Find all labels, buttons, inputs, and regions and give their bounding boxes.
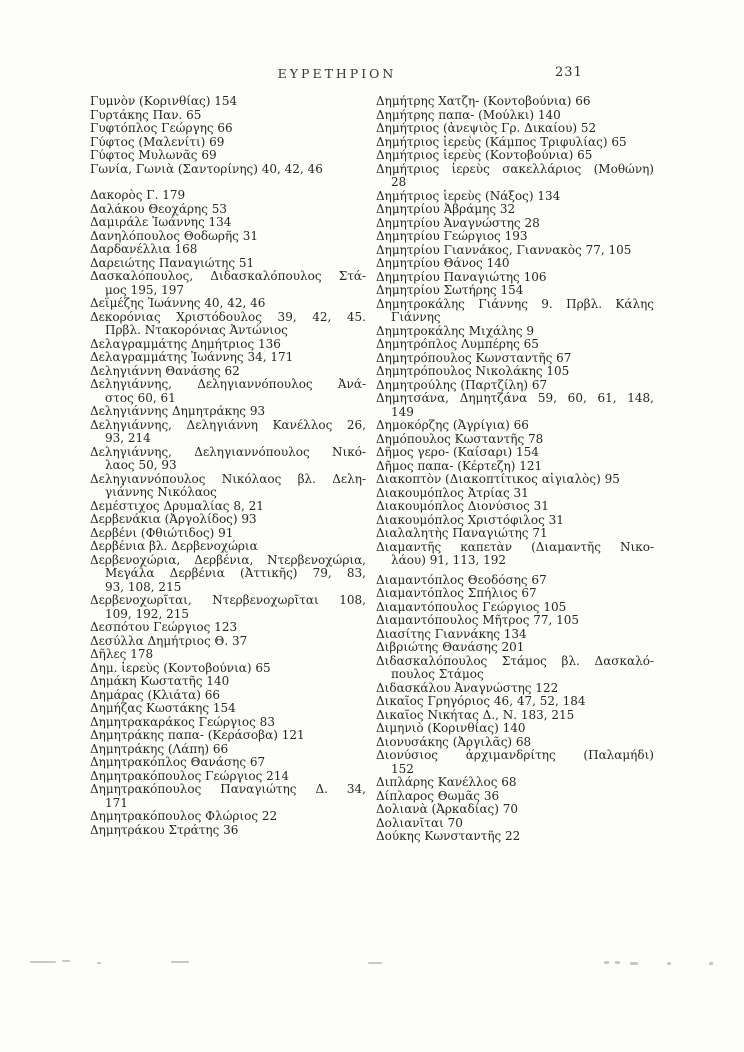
entry-line: Διαμαντόπλος Σπήλιος 67 (376, 586, 537, 600)
index-entry (90, 540, 366, 554)
entry-line: Δημητράκου Στράτης 36 (90, 822, 239, 837)
entry-line: Δεληγιάννης Δημητράκης 93 (90, 404, 266, 418)
index-column-right (376, 95, 654, 844)
scan-artifact (62, 960, 70, 962)
entry-line: Δημήτριος ἱερεὺς σακελλάριος (Μοθώνη) (376, 161, 654, 176)
index-entry (376, 149, 654, 163)
entry-line: Δεληγιαννόπουλος Νικόλαος βλ. Δελη- (90, 471, 366, 486)
index-entry (90, 513, 366, 527)
entry-line: Δερβένι (Φθιώτιδος) 91 (90, 525, 234, 540)
entry-line: Δημητρίου Σωτήρης 154 (376, 283, 524, 297)
index-entry (90, 446, 366, 473)
entry-line: Δημητρόπλος Λυμπέρης 65 (376, 337, 539, 351)
entry-line: Δημήτριος ἱερεὺς (Κοντοβούνια) 65 (376, 148, 593, 162)
index-entry (376, 419, 654, 433)
entry-line: Γύφτος (Μαλενίτι) 69 (90, 134, 225, 149)
entry-line: Δικαῖος Γρηγόριος 46, 47, 52, 184 (376, 694, 586, 708)
index-entry (376, 95, 654, 109)
index-entry (90, 554, 366, 595)
entry-line: Δημητράκης παπα- (Κεράσοβα) 121 (90, 728, 305, 742)
entry-line: Διαμαντῆς καπετὰν (Διαμαντῆς Νικο- (376, 539, 654, 554)
index-entry (90, 216, 366, 230)
entry-line: Δημητρακόπουλος Γεώργιος 214 (90, 768, 290, 783)
entry-line: Δαρειώτης Παναγιώτης 51 (90, 255, 255, 270)
index-entry (376, 271, 654, 285)
entry-line: Δούκης Κωνσταντῆς 22 (376, 829, 521, 843)
entry-line: Δημήτριος (ἀνεψιὸς Γρ. Δικαίου) 52 (376, 121, 597, 135)
index-entry (90, 95, 366, 109)
entry-continuation-line: στος 60, 61 (105, 390, 176, 405)
entry-continuation-line: Μεγάλα Δερβένια (Ἀττικῆς) 79, 83, (105, 566, 366, 580)
index-entry (376, 736, 654, 750)
entry-line: Δημητρίου Ἀναγνώστης 28 (376, 215, 540, 230)
entry-line: Δικαῖος Νικήτας Δ., Ν. 183, 215 (376, 707, 575, 722)
entry-line: Διδασκάλου Ἀναγνώστης 122 (376, 680, 559, 695)
entry-continuation-line: 28 (391, 175, 407, 189)
index-entry (90, 500, 366, 514)
entry-continuation-line: μος 195, 197 (105, 282, 184, 297)
index-entry (376, 136, 654, 150)
index-columns (90, 95, 654, 844)
index-entry (376, 709, 654, 723)
entry-line: Διακοπτὸν (Διακοπτίτικος αἰγιαλὸς) 95 (376, 472, 620, 486)
index-entry (90, 163, 366, 177)
page-number: 231 (555, 65, 583, 80)
entry-line: Δανηλόπουλος Θοδωρῆς 31 (90, 228, 258, 243)
index-entry (376, 587, 654, 601)
entry-line: Δῆμος παπα- (Κέρτεζη) 121 (376, 458, 543, 473)
index-entry (376, 473, 654, 487)
index-entry (90, 203, 366, 217)
scan-artifact (604, 961, 609, 964)
index-entry (376, 655, 654, 682)
index-entry (376, 244, 654, 258)
entry-line: Δημόπουλος Κωσταντῆς 78 (376, 431, 544, 446)
entry-line: Διονυσάκης (Ἀργιλᾶς) 68 (376, 734, 532, 749)
entry-line: Γυφτόπλος Γεώργης 66 (90, 121, 233, 135)
entry-line: Δασκαλόπουλος, Διδασκαλόπουλος Στά- (90, 269, 366, 283)
index-entry (376, 541, 654, 568)
scan-artifact (30, 961, 56, 963)
index-entry (376, 749, 654, 776)
index-entry (90, 756, 366, 770)
entry-line: Δημήτριος ἱερεὺς (Κάμπος Τριφυλίας) 65 (376, 134, 627, 149)
index-entry (376, 500, 654, 514)
index-entry (90, 729, 366, 743)
entry-line: Δερβενοχωρῖται, Ντερβενοχωρῖται 108, (90, 593, 366, 607)
entry-line: Δημητρίου Θάνος 140 (376, 256, 510, 270)
entry-line: Δεσπότου Γεώργιος 123 (90, 620, 238, 634)
index-entry (90, 473, 366, 500)
scan-artifact (630, 962, 638, 965)
index-entry (376, 352, 654, 366)
entry-line: Δεληγιάννης, Δεληγιαννόπουλος Νικό- (90, 444, 366, 459)
index-entry (90, 230, 366, 244)
entry-line: Δημήτριος ἱερεὺς (Νάξος) 134 (376, 188, 561, 203)
index-entry (376, 803, 654, 817)
scan-artifact (368, 962, 382, 964)
entry-line: Δημάκη Κωστατῆς 140 (90, 674, 230, 688)
scan-artifact (97, 962, 101, 964)
index-entry (376, 257, 654, 271)
entry-line: Δεϊμέζης Ἰωάννης 40, 42, 46 (90, 296, 266, 310)
index-entry (90, 527, 366, 541)
scan-artifact (709, 962, 713, 965)
entry-line: Διδασκαλόπουλος Στάμος βλ. Δασκαλό- (376, 653, 654, 668)
entry-line: Δημοκόρζης (Ἀγρίγια) 66 (376, 418, 529, 432)
entry-continuation-line: πουλος Στάμος (391, 667, 484, 681)
entry-line: Διαμαντόπουλος Μῆτρος 77, 105 (376, 613, 580, 627)
entry-line: Δημητσάνα, Δημητζάνα 59, 60, 61, 148, (376, 391, 654, 405)
index-entry (376, 230, 654, 244)
page-title: ΕΥΡΕΤΗΡΙΟΝ (277, 66, 397, 81)
index-entry (90, 109, 366, 123)
index-entry (376, 790, 654, 804)
index-entry (376, 203, 654, 217)
entry-continuation-line: 171 (105, 795, 128, 810)
entry-line: Δερβενοχώρια, Δερβένια, Ντερβενοχώρια, (90, 552, 366, 567)
entry-line: Διαμαντόπουλος Γεώργιος 105 (376, 599, 567, 614)
index-entry (376, 163, 654, 190)
entry-line: Διαμαντόπλος Θεοδόσης 67 (376, 572, 547, 587)
index-entry (376, 433, 654, 447)
entry-continuation-line: 149 (391, 404, 414, 419)
entry-line: Δημητρίου Γεώργιος 193 (376, 229, 528, 243)
index-entry (90, 648, 366, 662)
entry-line: Γυμνὸν (Κορινθίας) 154 (90, 94, 238, 108)
index-entry (376, 298, 654, 325)
entry-line: Διαλαλητὴς Παναγιώτης 71 (376, 526, 548, 540)
scan-artifact (615, 961, 620, 964)
index-entry (90, 189, 366, 203)
entry-line: Διμηνιὸ (Κορινθίας) 140 (376, 721, 526, 735)
index-entry (90, 635, 366, 649)
index-entry (376, 695, 654, 709)
entry-line: Δαρδανέλλια 168 (90, 242, 198, 256)
entry-line: Δίπλαρος Θωμᾶς 36 (376, 788, 500, 803)
entry-continuation-line: λάου) 91, 113, 192 (391, 553, 507, 567)
entry-continuation-line: 109, 192, 215 (105, 606, 189, 621)
index-entry (90, 810, 366, 824)
entry-line: Δημητρακόπουλος Παναγιώτης Δ. 34, (90, 782, 366, 796)
index-entry (376, 217, 654, 231)
index-entry (376, 682, 654, 696)
index-entry (90, 311, 366, 338)
index-entry (90, 136, 366, 150)
index-entry (90, 351, 366, 365)
index-entry (376, 601, 654, 615)
entry-continuation-line: Πρβλ. Ντακορόνιας Ἀντώνιος (105, 323, 288, 337)
index-column-left (90, 95, 366, 844)
entry-line: Δερβένια βλ. Δερβενοχώρια (90, 539, 258, 553)
entry-line: Δεληγιάννη Θανάσης 62 (90, 363, 240, 378)
entry-line: Δημητράκης (Λάπη) 66 (90, 741, 229, 756)
index-entry (90, 243, 366, 257)
entry-continuation-line: λαος 50, 93 (105, 458, 177, 472)
entry-line: Δημητρίου Παναγιώτης 106 (376, 269, 547, 284)
entry-line: Δημητρούλης (Παρτζίλη) 67 (376, 377, 548, 392)
index-entry (376, 338, 654, 352)
entry-line: Δελαγραμμάτης Ἰωάννης 34, 171 (90, 350, 294, 364)
index-entry (376, 776, 654, 790)
entry-continuation-line: 93, 108, 215 (105, 579, 182, 594)
index-entry (376, 392, 654, 419)
entry-line: Γυρτάκης Παν. 65 (90, 107, 202, 122)
index-entry (376, 817, 654, 831)
index-entry (90, 621, 366, 635)
index-entry (376, 628, 654, 642)
index-entry (90, 149, 366, 163)
index-entry (90, 783, 366, 810)
index-entry (376, 325, 654, 339)
entry-line: Δημητροκάλης Γιάννης 9. Πρβλ. Κάλης (376, 296, 654, 311)
index-entry (90, 338, 366, 352)
entry-line: Διακουμόπλος Διονύσιος 31 (376, 499, 549, 513)
index-entry (90, 824, 366, 838)
entry-continuation-line: Γιάννης (391, 310, 441, 324)
entry-line: Δῆλες 178 (90, 647, 154, 661)
index-entry (376, 514, 654, 528)
index-entry (90, 743, 366, 757)
entry-line: Διονύσιος ἀρχιμανδρίτης (Παλαμήδι) (376, 748, 654, 762)
entry-line: Δελαγραμμάτης Δημήτριος 136 (90, 336, 281, 351)
entry-line: Διακουμόπλος Χριστόφιλος 31 (376, 512, 564, 527)
entry-line: Διακουμόπλος Ἀτρίας 31 (376, 485, 529, 500)
entry-line: Δημητρόπουλος Κωνσταντῆς 67 (376, 350, 572, 365)
index-entry (90, 378, 366, 405)
index-entry (90, 716, 366, 730)
entry-line: Δεληγιάννης, Δεληγιάννη Κανέλλος 26, (90, 417, 366, 432)
index-entry (90, 702, 366, 716)
entry-line: Διασίτης Γιαννάκης 134 (376, 626, 527, 641)
index-entry (376, 122, 654, 136)
entry-line: Δῆμος γερο- (Καίσαρι) 154 (376, 445, 539, 459)
index-entry (376, 109, 654, 123)
index-entry (90, 662, 366, 676)
index-entry (90, 122, 366, 136)
entry-line: Δεκορόνιας Χριστόδουλος 39, 42, 45. (90, 309, 366, 324)
entry-line: Δερβενάκια (Ἀργολίδος) 93 (90, 512, 257, 526)
entry-line: Δαμιράλε Ἰωάννης 134 (90, 215, 232, 229)
index-entry (90, 270, 366, 297)
entry-line: Δημήζας Κωστάκης 154 (90, 701, 236, 715)
entry-line: Γύφτος Μυλωνᾶς 69 (90, 148, 217, 162)
index-entry (90, 689, 366, 703)
index-entry (376, 722, 654, 736)
entry-continuation-line: γιάννης Νικόλαος (105, 485, 217, 499)
index-entry (376, 487, 654, 501)
entry-line: Δολιανῖται 70 (376, 815, 463, 830)
index-entry (376, 379, 654, 393)
entry-line: Δημάρας (Κλιάτα) 66 (90, 687, 221, 702)
index-entry (376, 460, 654, 474)
index-entry (90, 675, 366, 689)
index-entry (376, 365, 654, 379)
entry-line: Δημητροκάλης Μιχάλης 9 (376, 323, 535, 338)
index-entry (376, 527, 654, 541)
index-entry (376, 446, 654, 460)
index-entry (376, 641, 654, 655)
entry-line: Διπλάρης Κανέλλος 68 (376, 775, 517, 789)
index-entry (90, 297, 366, 311)
entry-continuation-line: 93, 214 (105, 431, 151, 445)
entry-line: Δεσύλλα Δημήτριος Θ. 37 (90, 633, 248, 648)
entry-line: Δημητρακόπουλος Φλώριος 22 (90, 809, 278, 823)
index-entry (90, 365, 366, 379)
entry-line: Δαλάκου Θεοχάρης 53 (90, 201, 228, 216)
index-entry (90, 405, 366, 419)
entry-line: Διβριώτης Θανάσης 201 (376, 640, 525, 654)
entry-line: Γωνία, Γωνιὰ (Σαντορίνης) 40, 42, 46 (90, 161, 323, 176)
index-entry (376, 284, 654, 298)
entry-line: Δολιανὰ (Ἀρκαδίας) 70 (376, 802, 519, 816)
entry-continuation-line: 152 (391, 761, 414, 776)
index-entry (376, 614, 654, 628)
index-entry (376, 574, 654, 588)
entry-line: Δημήτρης Χατζη- (Κοντοβούνια) 66 (376, 94, 591, 108)
entry-line: Δεληγιάννης, Δεληγιαννόπουλος Ἀνά- (90, 377, 366, 391)
index-entry (376, 830, 654, 844)
index-entry (90, 419, 366, 446)
index-entry (90, 594, 366, 621)
entry-line: Δημητρίου Γιαννάκος, Γιαννακὸς 77, 105 (376, 242, 632, 257)
entry-line: Δημ. ἱερεὺς (Κοντοβούνια) 65 (90, 660, 271, 675)
index-entry (376, 190, 654, 204)
entry-line: Δημητρίου Ἀβράμης 32 (376, 202, 516, 216)
entry-line: Δακορὸς Γ. 179 (90, 188, 186, 202)
entry-line: Δημητρόπουλος Νικολάκης 105 (376, 364, 570, 378)
index-entry (90, 770, 366, 784)
scan-artifact (171, 961, 189, 963)
scan-artifact (667, 962, 671, 965)
entry-line: Δεμέστιχος Δρυμαλίας 8, 21 (90, 498, 264, 513)
entry-line: Δημήτρης παπα- (Μούλκι) 140 (376, 107, 561, 122)
entry-line: Δημητρακαράκος Γεώργιος 83 (90, 714, 275, 729)
entry-line: Δημητρακόπλος Θανάσης 67 (90, 755, 266, 769)
index-entry (90, 257, 366, 271)
